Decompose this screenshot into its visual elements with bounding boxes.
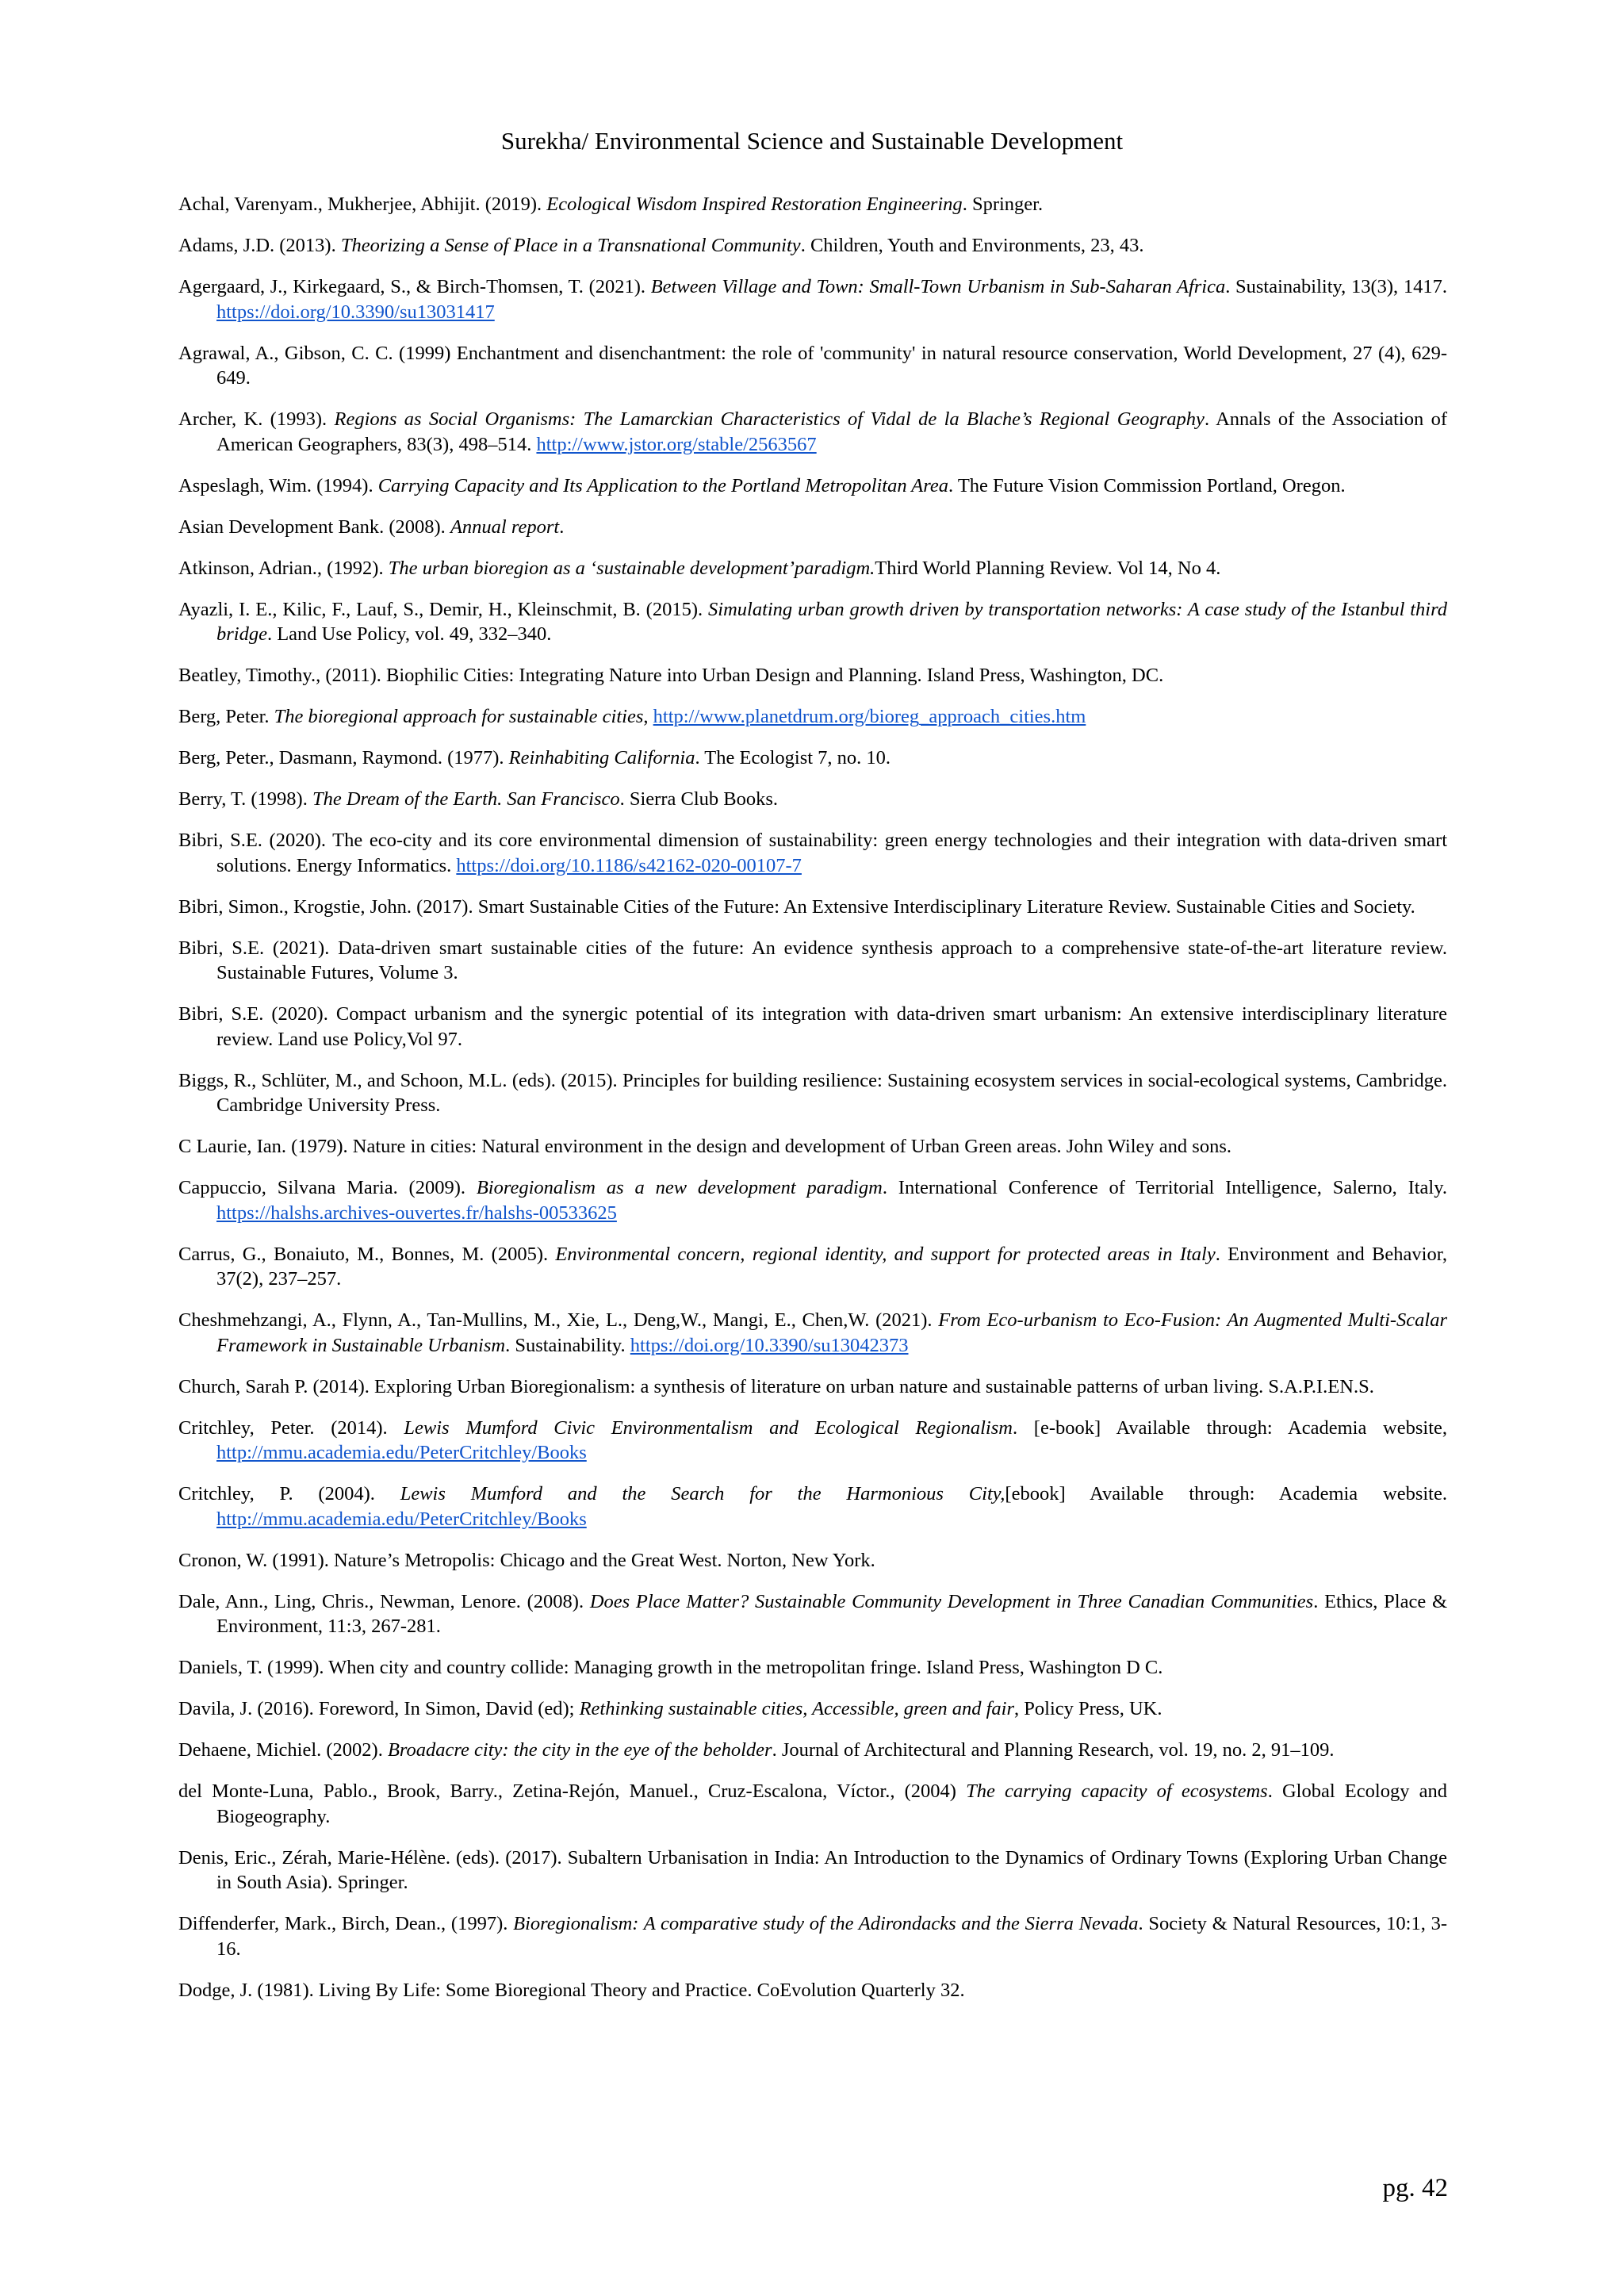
reference-text: Third World Planning Review. Vol 14, No 4. <box>875 557 1221 579</box>
reference-text: , Policy Press, UK. <box>1014 1698 1162 1719</box>
reference-link[interactable]: http://mmu.academia.edu/PeterCritchley/Books <box>216 1442 587 1463</box>
reference-link[interactable]: https://doi.org/10.3390/su13031417 <box>216 301 495 323</box>
reference-entry <box>178 556 1447 581</box>
reference-entry <box>178 1846 1447 1895</box>
reference-title: Broadacre city: the city in the eye of the beholder <box>387 1739 772 1761</box>
reference-entry <box>178 1374 1447 1400</box>
reference-text: . Sierra Club Books. <box>619 788 779 810</box>
reference-text: Biggs, R., Schlüter, M., and Schoon, M.L. (eds). (2015). Principles for building resilience: Sustaining ecosystem services in social-ecological systems, Cambridge. Cambridge University Press. <box>178 1069 1447 1116</box>
reference-entry <box>178 1068 1447 1118</box>
reference-text: Atkinson, Adrian., (1992). <box>178 557 389 579</box>
reference-text: Dale, Ann., Ling, Chris., Newman, Lenore. (2008). <box>178 1590 590 1612</box>
reference-entry <box>178 704 1447 730</box>
reference-text: Bibri, S.E. (2021). Data-driven smart sustainable cities of the future: An evidence synthesis approach to a comprehensive state-of-the-art literature review. Sustainable Futures, Volume 3. <box>178 937 1447 983</box>
reference-link[interactable]: http://mmu.academia.edu/PeterCritchley/Books <box>216 1508 587 1530</box>
reference-entry <box>178 1655 1447 1681</box>
reference-text: . Sustainability. <box>505 1334 630 1356</box>
reference-link[interactable]: http://www.planetdrum.org/bioreg_approach_cities.htm <box>653 706 1086 727</box>
reference-text: Critchley, Peter. (2014). <box>178 1416 404 1439</box>
reference-text: Cappuccio, Silvana Maria. (2009). <box>178 1177 477 1198</box>
reference-text: . Environment and Behavior, 37(2), 237–257. <box>216 1243 1447 1290</box>
reference-text: Aspeslagh, Wim. (1994). <box>178 474 378 496</box>
reference-text: . Journal of Architectural and Planning Research, vol. 19, no. 2, 91–109. <box>772 1739 1335 1761</box>
reference-text: Diffenderfer, Mark., Birch, Dean., (1997). <box>178 1913 514 1934</box>
reference-link[interactable]: https://doi.org/10.1186/s42162-020-00107-7 <box>456 854 802 876</box>
reference-text: Critchley, P. (2004). <box>178 1483 400 1504</box>
reference-title: Bioregionalism as a new development paradigm <box>476 1177 883 1198</box>
reference-title: From Eco-urbanism to Eco-Fusion: An Augmented Multi-Scalar Framework in Sustainable Urbanism <box>216 1309 1448 1356</box>
reference-entry <box>178 936 1447 986</box>
reference-text: C Laurie, Ian. (1979). Nature in cities: Natural environment in the design and development of Urban Green areas. John Wiley and sons. <box>178 1136 1231 1157</box>
reference-text: . Springer. <box>962 194 1044 215</box>
reference-text: Ayazli, I. E., Kilic, F., Lauf, S., Demir, H., Kleinschmit, B. (2015). <box>178 598 709 620</box>
reference-text: . Global Ecology and Biogeography. <box>216 1780 1447 1827</box>
reference-text: . Society & Natural Resources, 10:1, 3-16. <box>216 1913 1447 1960</box>
reference-title: Environmental concern, regional identity, and support for protected areas in Italy <box>555 1243 1216 1265</box>
reference-text: . The Ecologist 7, no. 10. <box>695 747 891 769</box>
reference-entry <box>178 746 1447 771</box>
reference-link[interactable]: https://doi.org/10.3390/su13042373 <box>630 1334 909 1356</box>
reference-title: Lewis Mumford Civic Environmentalism and Ecological Regionalism <box>404 1416 1013 1439</box>
reference-entry <box>178 274 1447 324</box>
reference-title: Between Village and Town: Small-Town Urbanism in Sub-Saharan Africa <box>650 276 1226 297</box>
reference-entry <box>178 895 1447 920</box>
reference-text: Asian Development Bank. (2008). <box>178 516 450 538</box>
reference-text: Denis, Eric., Zérah, Marie-Hélène. (eds). (2017). Subaltern Urbanisation in India: An Introduction to the Dynamics of Ordinary Towns (Exploring Urban Change in South Asia). Springer. <box>178 1846 1447 1893</box>
reference-entry <box>178 787 1447 812</box>
reference-entry <box>178 663 1447 688</box>
reference-entry <box>178 515 1447 540</box>
reference-text: Church, Sarah P. (2014). Exploring Urban Bioregionalism: a synthesis of literature on urban nature and sustainable patterns of urban living. S.A.P.I.EN.S. <box>178 1375 1374 1397</box>
reference-text: . Children, Youth and Environments, 23, 43. <box>800 235 1144 256</box>
reference-entry <box>178 1134 1447 1159</box>
reference-title: The Dream of the Earth. San Francisco <box>312 788 620 810</box>
reference-text: Cheshmehzangi, A., Flynn, A., Tan-Mullins, M., Xie, L., Deng,W., Mangi, E., Chen,W. (2021). <box>178 1309 939 1331</box>
reference-entry <box>178 1696 1447 1722</box>
reference-list <box>178 192 1447 2019</box>
reference-title: The bioregional approach for sustainable cities <box>274 706 644 727</box>
reference-text: Bibri, S.E. (2020). Compact urbanism and the synergic potential of its integration with data-driven smart urbanism: An extensive interdisciplinary literature review. Land use Policy,Vol 97. <box>178 1003 1447 1050</box>
reference-entry <box>178 1589 1447 1639</box>
reference-text: Berg, Peter., Dasmann, Raymond. (1977). <box>178 747 509 769</box>
reference-entry <box>178 1308 1447 1358</box>
reference-text: Daniels, T. (1999). When city and country collide: Managing growth in the metropolitan fringe. Island Press, Washington D C. <box>178 1657 1163 1678</box>
reference-text: . [e-book] Available through: Academia website, <box>1012 1416 1448 1439</box>
reference-text: . <box>559 516 565 538</box>
reference-entry <box>178 473 1447 499</box>
reference-entry <box>178 1911 1447 1961</box>
reference-entry <box>178 1481 1447 1531</box>
reference-title: Bioregionalism: A comparative study of the Adirondacks and the Sierra Nevada <box>513 1913 1139 1934</box>
reference-text: Dehaene, Michiel. (2002). <box>178 1739 388 1761</box>
reference-entry <box>178 1548 1447 1573</box>
reference-text: Davila, J. (2016). Foreword, In Simon, David (ed); <box>178 1698 580 1719</box>
reference-entry <box>178 1416 1447 1466</box>
reference-text: Adams, J.D. (2013). <box>178 235 341 256</box>
reference-text: . The Future Vision Commission Portland, Oregon. <box>948 474 1346 496</box>
reference-title: Regions as Social Organisms: The Lamarckian Characteristics of Vidal de la Blache’s Regional Geography <box>334 408 1205 430</box>
reference-title: Theorizing a Sense of Place in a Transnational Community <box>340 235 801 256</box>
reference-text: . Sustainability, 13(3), 1417. <box>1225 276 1447 297</box>
reference-entry <box>178 1175 1447 1225</box>
reference-text: del Monte-Luna, Pablo., Brook, Barry., Zetina-Rejón, Manuel., Cruz-Escalona, Víctor., (2004) <box>178 1780 967 1802</box>
reference-text: . Ethics, Place & Environment, 11:3, 267-281. <box>216 1590 1448 1637</box>
reference-entry <box>178 1779 1447 1829</box>
reference-title: Reinhabiting California <box>508 747 695 769</box>
reference-text: Cronon, W. (1991). Nature’s Metropolis: Chicago and the Great West. Norton, New York. <box>178 1549 875 1571</box>
reference-title: The carrying capacity of ecosystems <box>966 1780 1268 1802</box>
reference-text: Berg, Peter. <box>178 706 274 727</box>
reference-text: Dodge, J. (1981). Living By Life: Some Bioregional Theory and Practice. CoEvolution Quarterly 32. <box>178 1979 965 2001</box>
reference-entry <box>178 1738 1447 1763</box>
reference-title: Does Place Matter? Sustainable Community Development in Three Canadian Communities <box>589 1590 1314 1612</box>
reference-text: [ebook] Available through: Academia website. <box>1005 1483 1447 1504</box>
reference-entry <box>178 341 1447 391</box>
reference-entry <box>178 1978 1447 2003</box>
reference-link[interactable]: http://www.jstor.org/stable/2563567 <box>536 433 817 455</box>
reference-text: Achal, Varenyam., Mukherjee, Abhijit. (2019). <box>178 194 547 215</box>
reference-text: , <box>643 706 653 727</box>
reference-title: The urban bioregion as a ‘sustainable development’paradigm. <box>388 557 875 579</box>
reference-title: Carrying Capacity and Its Application to the Portland Metropolitan Area <box>377 474 949 496</box>
reference-title: Simulating urban growth driven by transportation networks: A case study of the Istanbul third bridge <box>216 598 1447 645</box>
reference-entry <box>178 597 1447 647</box>
reference-link[interactable]: https://halshs.archives-ouvertes.fr/halshs-00533625 <box>216 1202 617 1224</box>
reference-text: Berry, T. (1998). <box>178 788 312 810</box>
reference-text: . Land Use Policy, vol. 49, 332–340. <box>266 623 552 645</box>
running-header: Surekha/ Environmental Science and Sustainable Development <box>500 127 1124 155</box>
reference-text: . International Conference of Territorial Intelligence, Salerno, Italy. <box>882 1177 1447 1198</box>
reference-entry <box>178 407 1447 457</box>
reference-entry <box>178 1002 1447 1052</box>
reference-title: Annual report <box>450 516 560 538</box>
reference-entry <box>178 192 1447 217</box>
reference-title: Ecological Wisdom Inspired Restoration Engineering <box>546 194 963 215</box>
reference-text: Carrus, G., Bonaiuto, M., Bonnes, M. (2005). <box>178 1243 556 1265</box>
reference-text: Beatley, Timothy., (2011). Biophilic Cities: Integrating Nature into Urban Design and Planning. Island Press, Washington, DC. <box>178 665 1164 686</box>
reference-title: Lewis Mumford and the Search for the Harmonious City, <box>400 1483 1005 1504</box>
reference-text: Bibri, Simon., Krogstie, John. (2017). Smart Sustainable Cities of the Future: An Extensive Interdisciplinary Literature Review. Sustainable Cities and Society. <box>178 895 1415 918</box>
reference-text: Agrawal, A., Gibson, C. C. (1999) Enchantment and disenchantment: the role of 'community' in natural resource conservation, World Development, 27 (4), 629-649. <box>178 342 1447 389</box>
reference-entry <box>178 828 1447 878</box>
page-number: pg. 42 <box>1382 2174 1448 2202</box>
reference-entry <box>178 1242 1447 1292</box>
reference-title: Rethinking sustainable cities, Accessible, green and fair <box>579 1698 1015 1719</box>
reference-text: Bibri, S.E. (2020). The eco-city and its core environmental dimension of sustainability: green energy technologies and their integration with data-driven smart solutions. Energy Informatics. <box>178 830 1447 876</box>
reference-text: Agergaard, J., Kirkegaard, S., & Birch-Thomsen, T. (2021). <box>178 276 651 297</box>
reference-entry <box>178 233 1447 259</box>
reference-text: Archer, K. (1993). <box>178 408 335 430</box>
reference-text: . Annals of the Association of American Geographers, 83(3), 498–514. <box>216 408 1447 455</box>
